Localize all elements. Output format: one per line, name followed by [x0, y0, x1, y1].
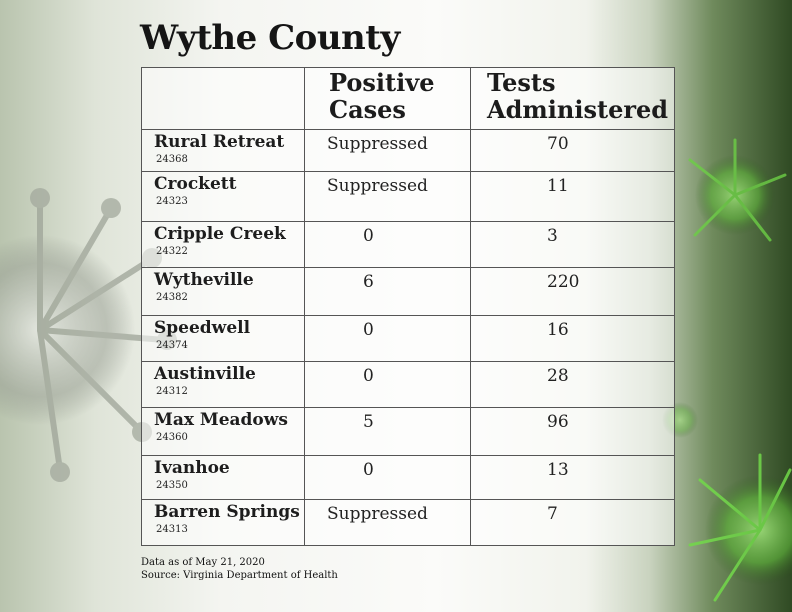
positive-cases-cell: [305, 362, 471, 408]
positive-cases-cell: [305, 222, 471, 268]
table-row: [142, 408, 675, 456]
tests-administered-value: 28: [547, 366, 569, 386]
town-cell: [142, 222, 305, 268]
town-name: Austinville: [154, 364, 256, 384]
town-cell: [142, 268, 305, 316]
positive-cases-cell: [305, 130, 471, 172]
positive-cases-value: 0: [363, 320, 374, 340]
header-empty-cell: [142, 68, 305, 130]
zip-code: 24313: [156, 524, 188, 535]
zip-code: 24368: [156, 154, 188, 165]
town-name: Cripple Creek: [154, 224, 286, 244]
tests-administered-cell: [471, 456, 675, 500]
town-name: Crockett: [154, 174, 237, 194]
town-cell: [142, 408, 305, 456]
tests-administered-value: 13: [547, 460, 569, 480]
town-name: Ivanhoe: [154, 458, 230, 478]
positive-cases-value: Suppressed: [327, 504, 428, 524]
tests-administered-cell: [471, 130, 675, 172]
table-row: [142, 500, 675, 546]
zip-code: 24350: [156, 480, 188, 491]
source-note: Source: Virginia Department of Health: [141, 570, 338, 581]
positive-cases-cell: [305, 500, 471, 546]
tests-administered-value: 220: [547, 272, 580, 292]
tests-administered-cell: [471, 222, 675, 268]
town-name: Speedwell: [154, 318, 251, 338]
town-cell: [142, 456, 305, 500]
data-table: [141, 67, 675, 546]
town-name: Wytheville: [154, 270, 254, 290]
positive-cases-value: 6: [363, 272, 374, 292]
table-row: [142, 222, 675, 268]
table-row: [142, 172, 675, 222]
tests-administered-cell: [471, 172, 675, 222]
table-header-row: [142, 68, 675, 130]
table-row: [142, 456, 675, 500]
zip-code: 24360: [156, 432, 188, 443]
tests-administered-value: 96: [547, 412, 569, 432]
table-row: [142, 362, 675, 408]
footnotes: [141, 556, 338, 582]
town-name: Barren Springs: [154, 502, 300, 522]
positive-cases-value: Suppressed: [327, 134, 428, 154]
town-cell: [142, 362, 305, 408]
zip-code: 24323: [156, 196, 188, 207]
positive-cases-value: 0: [363, 226, 374, 246]
tests-administered-value: 70: [547, 134, 569, 154]
town-cell: [142, 316, 305, 362]
positive-cases-cell: [305, 456, 471, 500]
positive-cases-value: 5: [363, 412, 374, 432]
positive-cases-cell: [305, 268, 471, 316]
positive-cases-value: 0: [363, 366, 374, 386]
data-date-note: Data as of May 21, 2020: [141, 557, 265, 568]
green-virus-icon-bottom: [690, 455, 792, 600]
page-title: Wythe County: [140, 18, 400, 58]
zip-code: 24382: [156, 292, 188, 303]
town-cell: [142, 172, 305, 222]
tests-administered-cell: [471, 500, 675, 546]
table-row: [142, 316, 675, 362]
zip-code: 24322: [156, 246, 188, 257]
town-cell: [142, 130, 305, 172]
green-virus-icon-top: [690, 140, 785, 240]
positive-cases-value: Suppressed: [327, 176, 428, 196]
header-tests-administered: Tests Administered: [471, 68, 675, 130]
table-body: [142, 130, 675, 546]
table-row: [142, 268, 675, 316]
tests-administered-value: 11: [547, 176, 569, 196]
header-positive-cases: Positive Cases: [305, 68, 471, 130]
tests-administered-value: 7: [547, 504, 558, 524]
positive-cases-cell: [305, 408, 471, 456]
town-name: Rural Retreat: [154, 132, 285, 152]
tests-administered-cell: [471, 362, 675, 408]
tests-administered-value: 3: [547, 226, 558, 246]
positive-cases-cell: [305, 172, 471, 222]
town-cell: [142, 500, 305, 546]
tests-administered-cell: [471, 268, 675, 316]
positive-cases-value: 0: [363, 460, 374, 480]
tests-administered-value: 16: [547, 320, 569, 340]
tests-administered-cell: [471, 408, 675, 456]
positive-cases-cell: [305, 316, 471, 362]
zip-code: 24374: [156, 340, 188, 351]
town-name: Max Meadows: [154, 410, 288, 430]
tests-administered-cell: [471, 316, 675, 362]
zip-code: 24312: [156, 386, 188, 397]
table-row: [142, 130, 675, 172]
